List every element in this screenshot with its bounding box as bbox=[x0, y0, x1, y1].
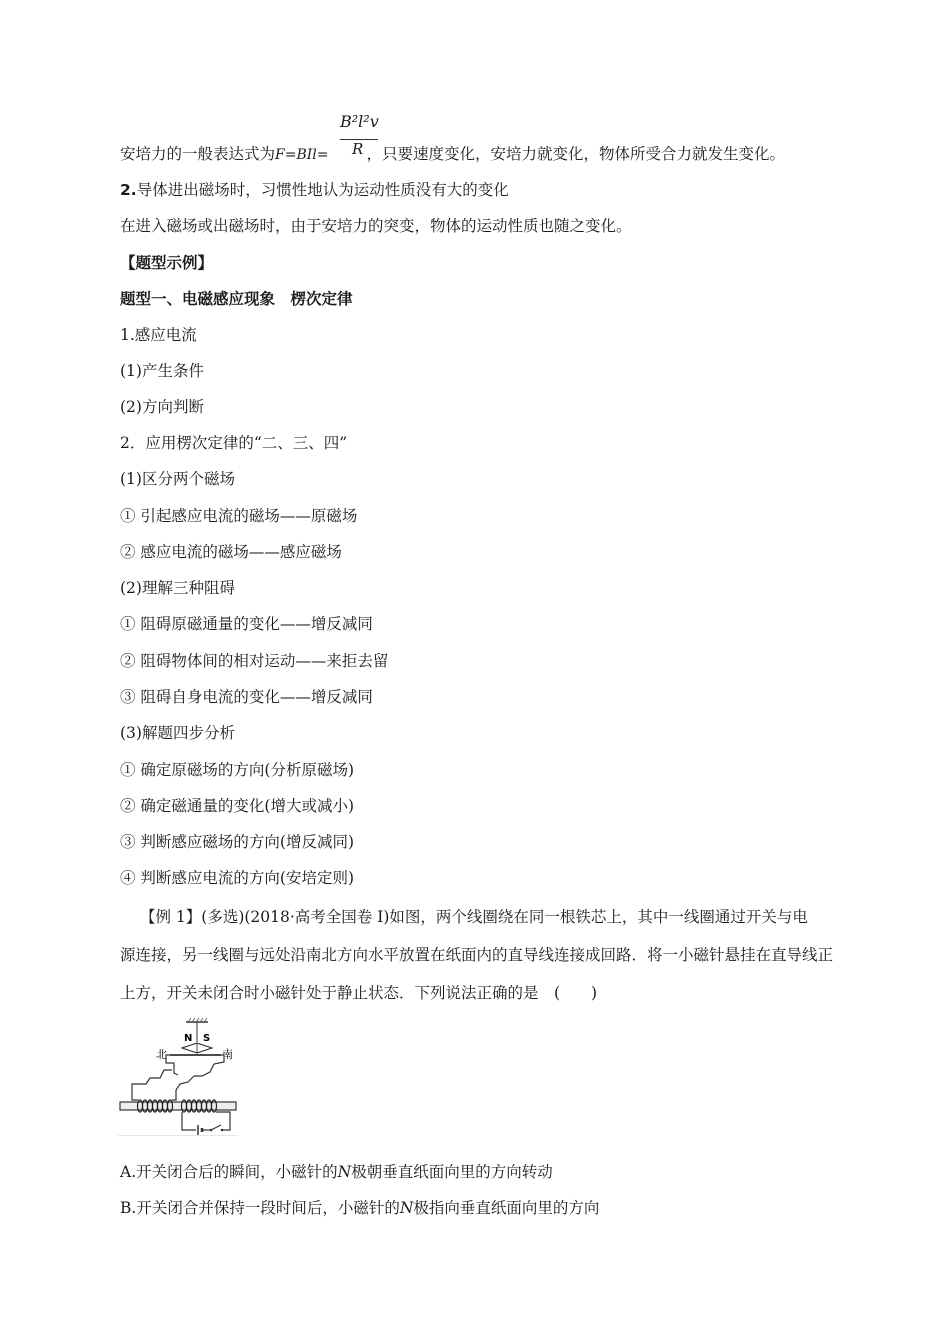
section-heading: 【题型示例】 bbox=[120, 254, 214, 272]
text-line: ③ 判断感应磁场的方向(增反减同) bbox=[120, 833, 355, 851]
text-line: 在进入磁场或出磁场时，由于安培力的突变，物体的运动性质也随之变化。 bbox=[120, 217, 632, 235]
option-b bbox=[120, 1198, 599, 1218]
formula-prefix: 安培力的一般表达式为 bbox=[120, 145, 276, 163]
text-line: (3)解题四步分析 bbox=[120, 724, 235, 742]
formula-suffix: ，只要速度变化，安培力就变化，物体所受合力就发生变化。 bbox=[366, 145, 786, 163]
formula-denominator: R bbox=[352, 140, 364, 158]
point-2-text: 导体进出磁场时，习惯性地认为运动性质没有大的变化 bbox=[136, 181, 509, 199]
text-line: ① 确定原磁场的方向(分析原磁场) bbox=[120, 761, 355, 779]
text-line: (2)理解三种阻碍 bbox=[120, 579, 235, 597]
option-a-rest: 极朝垂直纸面向里的方向转动 bbox=[351, 1163, 553, 1181]
text-line: (1)区分两个磁场 bbox=[120, 470, 235, 488]
text-line: 1.感应电流 bbox=[120, 326, 197, 344]
switch bbox=[211, 1125, 221, 1130]
south-label: 南 bbox=[222, 1048, 233, 1061]
example-line-3: 上方，开关未闭合时小磁针处于静止状态．下列说法正确的是 ( ) bbox=[120, 984, 598, 1002]
text-line: ④ 判断感应电流的方向(安培定则) bbox=[120, 869, 355, 887]
option-b-n: N bbox=[399, 1199, 414, 1217]
option-a bbox=[120, 1162, 553, 1182]
text-line: ② 感应电流的磁场——感应磁场 bbox=[120, 543, 342, 561]
point-2 bbox=[120, 180, 509, 200]
example-line-2: 源连接，另一线圈与远处沿南北方向水平放置在纸面内的直导线连接成回路．将一小磁针悬挂在直导线正 bbox=[120, 946, 834, 964]
text-line: ① 阻碍原磁通量的变化——增反减同 bbox=[120, 615, 373, 633]
option-a-n: N bbox=[337, 1163, 352, 1181]
option-b-text: B.开关闭合并保持一段时间后，小磁针的 bbox=[120, 1199, 400, 1217]
n-pole-label: N bbox=[184, 1033, 193, 1044]
text-line: (1)产生条件 bbox=[120, 362, 204, 380]
point-2-number: 2. bbox=[120, 181, 137, 199]
topic-heading: 题型一、电磁感应现象 楞次定律 bbox=[120, 290, 353, 308]
option-b-rest: 极指向垂直纸面向里的方向 bbox=[413, 1199, 600, 1217]
text-line: ② 确定磁通量的变化(增大或减小) bbox=[120, 797, 355, 815]
text-line: (2)方向判断 bbox=[120, 398, 204, 416]
text-line: ① 引起感应电流的磁场——原磁场 bbox=[120, 507, 358, 525]
text-line: 2．应用楞次定律的“二、三、四” bbox=[120, 434, 348, 452]
text-line: ③ 阻碍自身电流的变化——增反减同 bbox=[120, 688, 373, 706]
north-label: 北 bbox=[156, 1048, 167, 1061]
formula-numerator: B²l²v bbox=[340, 112, 379, 131]
text-line: ② 阻碍物体间的相对运动——来拒去留 bbox=[120, 652, 389, 670]
example-line-1: 【例 1】(多选)(2018·高考全国卷 Ⅰ)如图，两个线圈绕在同一根铁芯上，其中一线圈通过开关与电 bbox=[140, 908, 808, 926]
formula-lhs: F=BIl= bbox=[275, 147, 329, 163]
s-pole-label: S bbox=[203, 1033, 211, 1044]
formula-line bbox=[120, 144, 785, 165]
circuit-figure bbox=[118, 1018, 238, 1136]
option-a-text: A.开关闭合后的瞬间，小磁针的 bbox=[120, 1163, 338, 1181]
